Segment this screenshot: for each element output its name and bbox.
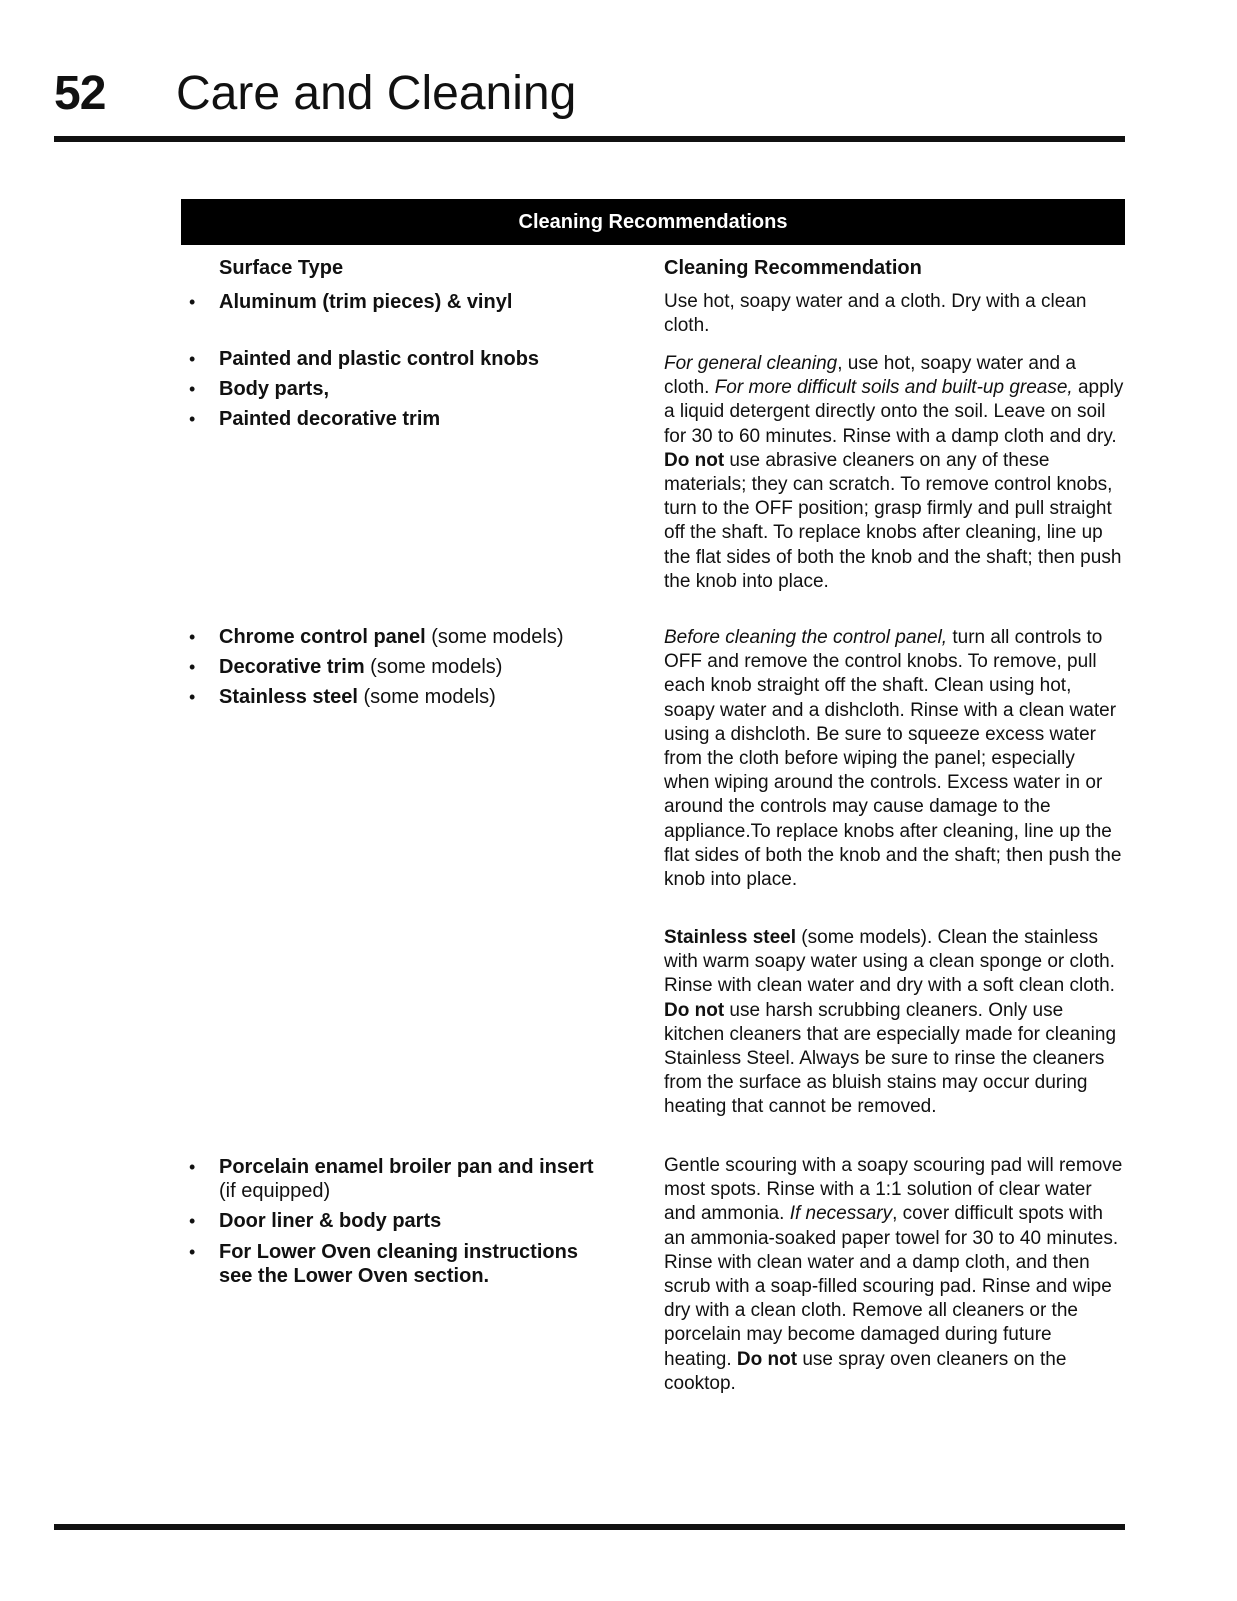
header-rule (54, 136, 1125, 142)
surface-note: (some models) (364, 656, 503, 679)
page-number: 52 (54, 67, 106, 120)
surface-name: Door liner & body parts (219, 1210, 442, 1233)
emphasis-text: Do not (664, 999, 725, 1021)
body-text: apply a liquid detergent directly onto the soil. Leave on soil for 30 to 60 minutes. Rinse with a damp cloth and dry. (664, 377, 1124, 447)
surface-note: (some models) (357, 686, 496, 709)
surface-item (185, 685, 605, 709)
surface-item (185, 655, 605, 679)
page-header (54, 62, 1114, 126)
italic-text: For more difficult soils and built-up grease, (714, 377, 1073, 399)
surface-name: For Lower Oven cleaning instructions see the Lower Oven section. (219, 1240, 578, 1287)
surface-type-heading: Surface Type (219, 257, 344, 279)
surface-name: Aluminum (trim pieces) & vinyl (219, 291, 513, 313)
surface-item (185, 290, 605, 314)
surface-name: Chrome control panel (219, 626, 426, 648)
surface-list (185, 625, 605, 716)
emphasis-text: Stainless steel (664, 927, 797, 948)
surface-name: Body parts, (219, 378, 330, 401)
surface-item (185, 1155, 605, 1203)
footer-rule (54, 1524, 1125, 1530)
body-text: use abrasive cleaners on any of these materials; they can scratch. To remove control knobs, turn to the OFF position; grasp firmly and pull straight off the shaft. To replace knobs after cleaning, line up the flat sides of both the knob and the shaft; then push the knob into place. (664, 449, 1122, 592)
surface-note: (if equipped) (219, 1180, 331, 1203)
body-text: Use hot, soapy water and a cloth. Dry with a clean cloth. (664, 291, 1087, 337)
body-text: Gentle scouring with a soapy scouring pad will remove most spots. Rinse with a 1:1 solution of clear water and ammonia. (664, 1155, 1123, 1225)
body-text: use harsh scrubbing cleaners. Only use kitchen cleaners that are especially made for cleaning Stainless Steel. Always be sure to rinse the cleaners from the surface as bluish stains may occur during heating that cannot be removed. (664, 999, 1117, 1118)
body-text: turn all controls to OFF and remove the control knobs. To remove, pull each knob straight off the shaft. Clean using hot, soapy water and a dishcloth. Rinse with a clean water using a dishcloth. Be sure to squeeze excess water from the cloth before wiping the panel; especially when wiping around the controls. Excess water in or around the controls may cause damage to the appliance.To replace knobs after cleaning, line up the flat sides of both the knob and the shaft; then push the knob into place. (664, 627, 1122, 891)
emphasis-text: Do not (736, 1348, 798, 1370)
surface-name: Porcelain enamel broiler pan and insert (219, 1156, 594, 1178)
surface-name: Painted and plastic control knobs (219, 348, 540, 370)
surface-list (185, 290, 605, 320)
italic-text: Before cleaning the control panel, (664, 627, 948, 648)
surface-name: Decorative trim (219, 656, 365, 679)
cleaning-recommendation (664, 626, 1124, 892)
surface-name: Painted decorative trim (219, 408, 441, 431)
cleaning-recommendation-heading: Cleaning Recommendation (664, 257, 922, 279)
cleaning-recommendation (664, 926, 1124, 1120)
surface-item (185, 1209, 605, 1233)
surface-item (185, 407, 605, 431)
italic-text: If necessary (789, 1203, 893, 1225)
surface-item (185, 377, 605, 401)
table-banner: Cleaning Recommendations (181, 199, 1125, 245)
body-text: use spray oven cleaners on the cooktop. (664, 1348, 1067, 1394)
surface-item (185, 347, 605, 371)
body-text: , use hot, soapy water and a cloth. (664, 353, 1076, 399)
surface-name: Stainless steel (219, 686, 358, 709)
cleaning-recommendation (664, 1154, 1124, 1396)
surface-list (185, 347, 605, 438)
surface-note: (some models) (425, 626, 564, 648)
surface-item (185, 625, 605, 649)
page-title: Care and Cleaning (176, 67, 577, 120)
cleaning-recommendation (664, 290, 1124, 338)
body-text: , cover difficult spots with an ammonia-soaked paper towel for 30 to 40 minutes. Rinse with clean water and a damp cloth, and then scrub with a soap-filled scouring pad. Rinse and wipe dry with a clean cloth. Remove all cleaners or the porcelain may become damaged during future heating. (664, 1203, 1119, 1370)
cleaning-recommendation (664, 352, 1124, 594)
surface-list (185, 1155, 605, 1294)
body-text: (some models). Clean the stainless with warm soapy water using a clean sponge or cloth. Rinse with clean water and dry with a soft clean cloth. (664, 927, 1115, 997)
surface-item (185, 1240, 605, 1288)
italic-text: For general cleaning (664, 353, 838, 374)
emphasis-text: Do not (664, 449, 725, 471)
